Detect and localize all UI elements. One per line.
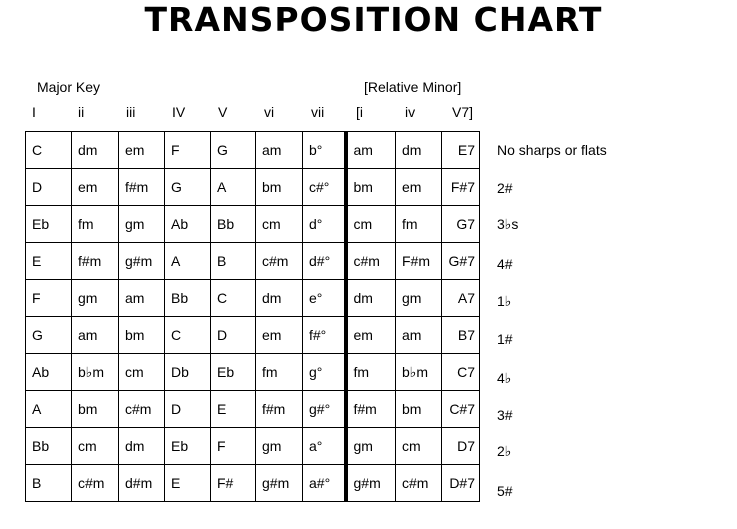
table-row	[26, 428, 480, 465]
chord-cell: f#°	[303, 317, 346, 354]
chord-cell: F#m	[396, 243, 442, 280]
chord-cell: C7	[442, 354, 480, 391]
chord-cell: f#m	[256, 391, 303, 428]
column-header: V7]	[452, 104, 474, 120]
key-signature: 4#	[497, 256, 513, 272]
chord-cell: B	[211, 243, 256, 280]
chord-cell: em	[396, 169, 442, 206]
chord-cell: Bb	[26, 428, 72, 465]
table-row	[26, 169, 480, 206]
table-row	[26, 132, 480, 169]
chord-cell: c#m	[346, 243, 396, 280]
chord-cell: g#m	[256, 465, 303, 502]
key-signature: 2♭	[497, 443, 512, 459]
chord-cell: a#°	[303, 465, 346, 502]
chord-cell: dm	[346, 280, 396, 317]
chord-cell: f#m	[119, 169, 165, 206]
chord-cell: Eb	[165, 428, 211, 465]
chord-cell: g#m	[346, 465, 396, 502]
key-signature: 4♭	[497, 370, 512, 386]
chord-cell: E	[165, 465, 211, 502]
chord-cell: dm	[396, 132, 442, 169]
major-key-label: Major Key	[37, 79, 101, 95]
chord-cell: E7	[442, 132, 480, 169]
chord-cell: Db	[165, 354, 211, 391]
table-row	[26, 354, 480, 391]
chord-cell: dm	[256, 280, 303, 317]
chord-cell: C	[165, 317, 211, 354]
chord-cell: dm	[119, 428, 165, 465]
chord-cell: G	[165, 169, 211, 206]
chord-cell: cm	[256, 206, 303, 243]
column-header: IV	[172, 104, 186, 120]
chord-cell: g#°	[303, 391, 346, 428]
chord-cell: cm	[72, 428, 119, 465]
table-row	[26, 280, 480, 317]
chord-cell: em	[119, 132, 165, 169]
chord-cell: D7	[442, 428, 480, 465]
chord-cell: gm	[256, 428, 303, 465]
chord-cell: am	[72, 317, 119, 354]
chord-cell: bm	[119, 317, 165, 354]
relative-minor-label: [Relative Minor]	[364, 79, 462, 95]
column-header: iii	[126, 104, 136, 120]
chord-cell: G7	[442, 206, 480, 243]
chord-cell: F	[26, 280, 72, 317]
chord-cell: Bb	[165, 280, 211, 317]
chord-cell: bm	[72, 391, 119, 428]
chord-cell: em	[72, 169, 119, 206]
chord-cell: gm	[346, 428, 396, 465]
chord-cell: G	[211, 132, 256, 169]
chord-cell: G	[26, 317, 72, 354]
chord-cell: g#m	[119, 243, 165, 280]
chord-cell: c#°	[303, 169, 346, 206]
chord-cell: bm	[256, 169, 303, 206]
table-row	[26, 243, 480, 280]
chord-cell: D#7	[442, 465, 480, 502]
table-row	[26, 391, 480, 428]
chord-cell: F#	[211, 465, 256, 502]
chord-cell: fm	[256, 354, 303, 391]
chord-cell: D	[26, 169, 72, 206]
chord-cell: Bb	[211, 206, 256, 243]
chord-cell: F#7	[442, 169, 480, 206]
transposition-table	[25, 131, 480, 502]
chord-cell: fm	[72, 206, 119, 243]
chord-cell: Eb	[26, 206, 72, 243]
chord-cell: D	[165, 391, 211, 428]
chord-cell: gm	[72, 280, 119, 317]
chord-cell: dm	[72, 132, 119, 169]
table-row	[26, 465, 480, 502]
chord-cell: gm	[396, 280, 442, 317]
column-header: ii	[78, 104, 85, 120]
chord-cell: D	[211, 317, 256, 354]
chord-cell: fm	[396, 206, 442, 243]
chord-cell: am	[256, 132, 303, 169]
chord-cell: am	[346, 132, 396, 169]
chord-cell: f#m	[346, 391, 396, 428]
key-signature: 3♭s	[497, 216, 519, 232]
chord-cell: fm	[346, 354, 396, 391]
chord-cell: C	[26, 132, 72, 169]
chord-cell: e°	[303, 280, 346, 317]
table-row	[26, 206, 480, 243]
chord-cell: g°	[303, 354, 346, 391]
chord-cell: E	[211, 391, 256, 428]
chord-cell: f#m	[72, 243, 119, 280]
column-header: vii	[311, 104, 325, 120]
chord-cell: B7	[442, 317, 480, 354]
page-title: TRANSPOSITION CHART	[144, 0, 603, 39]
chord-cell: bm	[346, 169, 396, 206]
chord-cell: b°	[303, 132, 346, 169]
chord-cell: B	[26, 465, 72, 502]
chord-cell: c#m	[256, 243, 303, 280]
chord-cell: A	[165, 243, 211, 280]
chord-cell: am	[119, 280, 165, 317]
chord-cell: d°	[303, 206, 346, 243]
chord-cell: A	[211, 169, 256, 206]
key-signature: 5#	[497, 483, 513, 499]
column-header: I	[32, 104, 36, 120]
key-signature: 3#	[497, 407, 513, 423]
chord-cell: Ab	[165, 206, 211, 243]
chord-cell: A7	[442, 280, 480, 317]
chord-cell: cm	[119, 354, 165, 391]
chord-cell: A	[26, 391, 72, 428]
chord-cell: a°	[303, 428, 346, 465]
key-signature: No sharps or flats	[497, 142, 607, 158]
chord-cell: G#7	[442, 243, 480, 280]
chord-cell: C	[211, 280, 256, 317]
chord-cell: F	[211, 428, 256, 465]
chord-cell: cm	[396, 428, 442, 465]
chord-cell: gm	[119, 206, 165, 243]
chord-cell: c#m	[72, 465, 119, 502]
chord-cell: c#m	[119, 391, 165, 428]
chord-cell: cm	[346, 206, 396, 243]
chord-cell: d#°	[303, 243, 346, 280]
column-header: vi	[264, 104, 275, 120]
chord-cell: Ab	[26, 354, 72, 391]
chord-cell: em	[346, 317, 396, 354]
chord-cell: bm	[396, 391, 442, 428]
chord-cell: b♭m	[396, 354, 442, 391]
chord-cell: b♭m	[72, 354, 119, 391]
chord-cell: em	[256, 317, 303, 354]
chord-cell: d#m	[119, 465, 165, 502]
column-header: [i	[356, 104, 363, 120]
chord-cell: F	[165, 132, 211, 169]
chord-cell: E	[26, 243, 72, 280]
chord-cell: c#m	[396, 465, 442, 502]
table-row	[26, 317, 480, 354]
chord-cell: C#7	[442, 391, 480, 428]
column-header: iv	[405, 104, 416, 120]
key-signature: 1♭	[497, 293, 512, 309]
chord-cell: Eb	[211, 354, 256, 391]
column-header: V	[218, 104, 228, 120]
chord-cell: am	[396, 317, 442, 354]
key-signature: 1#	[497, 331, 513, 347]
key-signature: 2#	[497, 180, 513, 196]
